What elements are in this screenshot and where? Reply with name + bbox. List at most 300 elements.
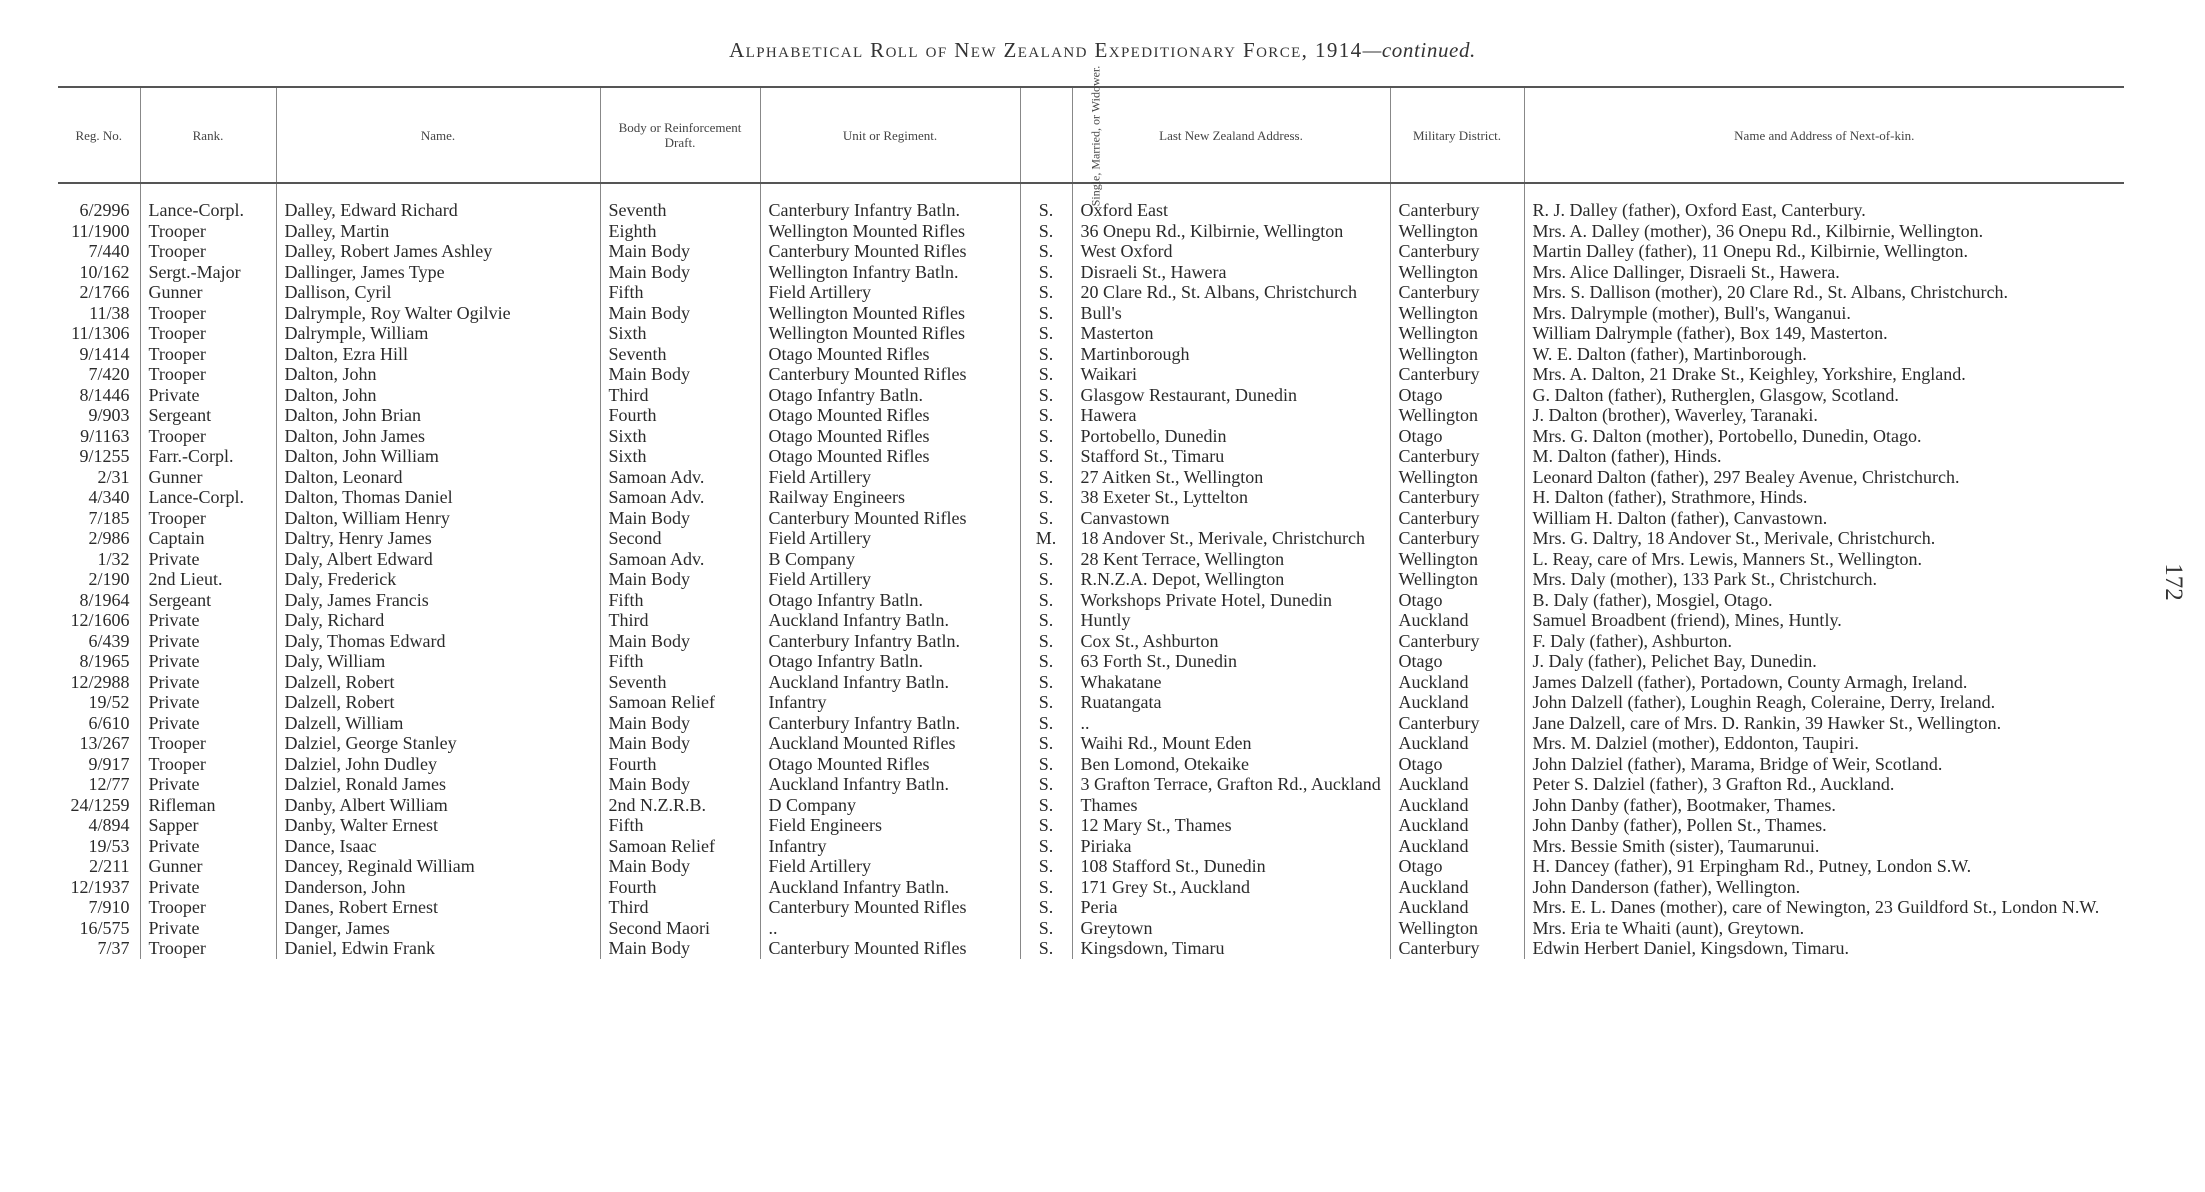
cell-body bbox=[600, 467, 760, 488]
cell-unit bbox=[760, 262, 1020, 283]
cell-reg-text: 12/2988 bbox=[70, 671, 130, 692]
cell-body-text: Eighth bbox=[608, 220, 657, 241]
cell-body bbox=[600, 221, 760, 242]
cell-ms-text: S. bbox=[1038, 733, 1054, 753]
cell-unit bbox=[760, 754, 1020, 775]
cell-ms bbox=[1020, 549, 1072, 570]
cell-unit bbox=[760, 385, 1020, 406]
cell-district bbox=[1390, 549, 1524, 570]
cell-body-text: Fifth bbox=[608, 815, 644, 835]
cell-district-text: Wellington bbox=[1398, 405, 1479, 425]
cell-rank-text: 2nd Lieut. bbox=[148, 569, 223, 589]
cell-rank-text: Trooper bbox=[148, 425, 206, 446]
cell-reg-text: 2/986 bbox=[88, 528, 130, 548]
cell-body-text: Third bbox=[608, 610, 649, 630]
cell-kin-text: Mrs. Daly (mother), 133 Park St., Christchurch. bbox=[1532, 569, 1877, 589]
cell-name-text: Dalton, William Henry bbox=[284, 507, 450, 528]
cell-reg-text: 24/1259 bbox=[70, 794, 130, 815]
cell-body-text: Fourth bbox=[608, 876, 657, 897]
cell-ms bbox=[1020, 590, 1072, 611]
cell-address-text: 27 Aitken St., Wellington bbox=[1080, 466, 1264, 487]
cell-district-text: Otago bbox=[1398, 753, 1443, 774]
table-row bbox=[58, 795, 2124, 816]
cell-kin bbox=[1524, 754, 2124, 775]
cell-kin-text: Mrs. Dalrymple (mother), Bull's, Wanganui. bbox=[1532, 302, 1851, 323]
cell-name bbox=[276, 385, 600, 406]
cell-ms bbox=[1020, 569, 1072, 590]
cell-rank bbox=[140, 426, 276, 447]
cell-unit bbox=[760, 651, 1020, 672]
cell-district-text: Auckland bbox=[1398, 794, 1469, 815]
cell-unit-text: Field Artillery bbox=[768, 528, 871, 548]
cell-unit bbox=[760, 856, 1020, 877]
cell-name bbox=[276, 631, 600, 652]
cell-name bbox=[276, 897, 600, 918]
cell-body bbox=[600, 426, 760, 447]
cell-kin-text: James Dalzell (father), Portadown, County Armagh, Ireland. bbox=[1532, 671, 1968, 692]
cell-kin bbox=[1524, 549, 2124, 570]
table-row bbox=[58, 877, 2124, 898]
cell-body-text: Samoan Adv. bbox=[608, 487, 705, 507]
cell-reg bbox=[58, 364, 140, 385]
cell-district bbox=[1390, 183, 1524, 221]
cell-district bbox=[1390, 426, 1524, 447]
cell-unit bbox=[760, 836, 1020, 857]
page-title bbox=[0, 38, 2205, 63]
cell-unit-text: Canterbury Mounted Rifles bbox=[768, 507, 967, 528]
cell-rank bbox=[140, 344, 276, 365]
cell-rank-text: Gunner bbox=[148, 282, 203, 302]
cell-reg bbox=[58, 183, 140, 221]
cell-reg-text: 7/37 bbox=[97, 938, 130, 958]
cell-district-text: Otago bbox=[1398, 589, 1443, 610]
cell-kin bbox=[1524, 918, 2124, 939]
cell-district bbox=[1390, 446, 1524, 467]
cell-address-text: 36 Onepu Rd., Kilbirnie, Wellington bbox=[1080, 220, 1344, 241]
cell-address bbox=[1072, 487, 1390, 508]
cell-unit bbox=[760, 405, 1020, 426]
cell-address-text: 12 Mary St., Thames bbox=[1080, 815, 1232, 835]
cell-rank-text: Rifleman bbox=[148, 794, 216, 815]
cell-ms-text: S. bbox=[1038, 548, 1054, 569]
cell-address-text: Ben Lomond, Otekaike bbox=[1080, 753, 1249, 774]
cell-body-text: Samoan Relief bbox=[608, 692, 715, 712]
cell-district bbox=[1390, 938, 1524, 959]
cell-rank bbox=[140, 774, 276, 795]
cell-body-text: Main Body bbox=[608, 569, 691, 589]
header-row bbox=[58, 87, 2124, 183]
cell-body bbox=[600, 364, 760, 385]
cell-ms-text: S. bbox=[1038, 364, 1054, 384]
cell-unit bbox=[760, 221, 1020, 242]
cell-address bbox=[1072, 672, 1390, 693]
cell-rank bbox=[140, 918, 276, 939]
cell-ms-text: S. bbox=[1038, 712, 1054, 733]
cell-body-text: Main Body bbox=[608, 241, 691, 261]
cell-ms-text: S. bbox=[1038, 220, 1054, 241]
cell-address-text: 108 Stafford St., Dunedin bbox=[1080, 856, 1266, 876]
cell-body bbox=[600, 282, 760, 303]
cell-ms-text: S. bbox=[1038, 200, 1054, 220]
cell-reg-text: 12/1606 bbox=[70, 610, 130, 630]
cell-unit-text: Otago Mounted Rifles bbox=[768, 446, 930, 466]
cell-reg-text: 8/1446 bbox=[79, 384, 130, 405]
cell-unit bbox=[760, 344, 1020, 365]
cell-rank bbox=[140, 836, 276, 857]
cell-address bbox=[1072, 303, 1390, 324]
cell-body bbox=[600, 877, 760, 898]
cell-address bbox=[1072, 631, 1390, 652]
cell-kin-text: Leonard Dalton (father), 297 Bealey Avenue, Christchurch. bbox=[1532, 466, 1960, 487]
cell-rank bbox=[140, 528, 276, 549]
cell-body-text: Main Body bbox=[608, 774, 691, 794]
cell-address-text: Cox St., Ashburton bbox=[1080, 630, 1219, 651]
cell-unit-text: Auckland Infantry Batln. bbox=[768, 671, 949, 692]
cell-address bbox=[1072, 795, 1390, 816]
cell-body-text: 2nd N.Z.R.B. bbox=[608, 794, 707, 815]
cell-ms-text: S. bbox=[1038, 405, 1054, 425]
cell-reg bbox=[58, 877, 140, 898]
cell-unit-text: D Company bbox=[768, 794, 856, 815]
cell-kin-text: B. Daly (father), Mosgiel, Otago. bbox=[1532, 589, 1773, 610]
cell-kin-text: G. Dalton (father), Rutherglen, Glasgow, Scotland. bbox=[1532, 384, 1899, 405]
cell-address-text: Glasgow Restaurant, Dunedin bbox=[1080, 384, 1297, 405]
cell-ms-text: S. bbox=[1038, 343, 1054, 364]
col-header-kin: Name and Address of Next-of-kin. bbox=[1524, 87, 2124, 183]
cell-district-text: Auckland bbox=[1398, 733, 1469, 753]
cell-name-text: Daly, Frederick bbox=[284, 569, 397, 589]
cell-kin-text: L. Reay, care of Mrs. Lewis, Manners St., Wellington. bbox=[1532, 548, 1922, 569]
table-row bbox=[58, 938, 2124, 959]
cell-unit bbox=[760, 631, 1020, 652]
cell-kin bbox=[1524, 856, 2124, 877]
cell-reg bbox=[58, 528, 140, 549]
cell-reg-text: 13/267 bbox=[79, 733, 130, 753]
cell-body-text: Second bbox=[608, 528, 662, 548]
cell-district bbox=[1390, 631, 1524, 652]
cell-rank-text: Trooper bbox=[148, 364, 206, 384]
cell-kin-text: Mrs. G. Daltry, 18 Andover St., Merivale, Christchurch. bbox=[1532, 528, 1936, 548]
cell-district-text: Wellington bbox=[1398, 569, 1479, 589]
cell-rank bbox=[140, 405, 276, 426]
cell-rank-text: Sergt.-Major bbox=[148, 261, 241, 282]
cell-ms-text: S. bbox=[1038, 917, 1054, 938]
cell-rank bbox=[140, 610, 276, 631]
cell-kin-text: Mrs. Bessie Smith (sister), Taumarunui. bbox=[1532, 835, 1820, 856]
cell-kin bbox=[1524, 467, 2124, 488]
cell-address bbox=[1072, 508, 1390, 529]
table-row bbox=[58, 692, 2124, 713]
cell-unit bbox=[760, 282, 1020, 303]
cell-rank bbox=[140, 303, 276, 324]
cell-rank bbox=[140, 651, 276, 672]
cell-reg-text: 19/52 bbox=[88, 692, 130, 712]
cell-kin bbox=[1524, 364, 2124, 385]
cell-name-text: Dalziel, George Stanley bbox=[284, 733, 457, 753]
cell-unit-text: Canterbury Infantry Batln. bbox=[768, 712, 960, 733]
cell-district bbox=[1390, 590, 1524, 611]
cell-district bbox=[1390, 405, 1524, 426]
roll-table bbox=[58, 65, 2124, 959]
cell-rank-text: Sergeant bbox=[148, 405, 212, 425]
cell-unit-text: Field Artillery bbox=[768, 569, 871, 589]
cell-name bbox=[276, 262, 600, 283]
cell-district-text: Auckland bbox=[1398, 692, 1469, 712]
cell-rank-text: Lance-Corpl. bbox=[148, 487, 244, 507]
cell-kin bbox=[1524, 487, 2124, 508]
cell-unit bbox=[760, 795, 1020, 816]
cell-ms bbox=[1020, 774, 1072, 795]
cell-rank bbox=[140, 590, 276, 611]
cell-district bbox=[1390, 733, 1524, 754]
cell-ms bbox=[1020, 918, 1072, 939]
cell-district bbox=[1390, 795, 1524, 816]
cell-district bbox=[1390, 344, 1524, 365]
cell-district bbox=[1390, 569, 1524, 590]
cell-kin bbox=[1524, 877, 2124, 898]
cell-unit-text: Infantry bbox=[768, 835, 827, 856]
cell-rank-text: Private bbox=[148, 610, 200, 630]
cell-district bbox=[1390, 241, 1524, 262]
cell-ms bbox=[1020, 897, 1072, 918]
cell-kin-text: John Danby (father), Pollen St., Thames. bbox=[1532, 815, 1827, 835]
cell-district-text: Canterbury bbox=[1398, 241, 1480, 261]
cell-rank-text: Trooper bbox=[148, 220, 206, 241]
cell-address-text: Huntly bbox=[1080, 610, 1131, 630]
cell-name-text: Daly, Thomas Edward bbox=[284, 630, 446, 651]
cell-kin-text: Mrs. G. Dalton (mother), Portobello, Dunedin, Otago. bbox=[1532, 425, 1922, 446]
cell-address-text: 20 Clare Rd., St. Albans, Christchurch bbox=[1080, 282, 1357, 302]
cell-address-text: Bull's bbox=[1080, 302, 1122, 323]
cell-unit-text: Otago Infantry Batln. bbox=[768, 651, 923, 671]
cell-ms bbox=[1020, 938, 1072, 959]
cell-name bbox=[276, 877, 600, 898]
table-row bbox=[58, 631, 2124, 652]
cell-kin-text: John Danderson (father), Wellington. bbox=[1532, 876, 1801, 897]
cell-unit-text: .. bbox=[768, 917, 778, 938]
cell-ms bbox=[1020, 262, 1072, 283]
cell-name-text: Daly, William bbox=[284, 651, 386, 671]
cell-reg bbox=[58, 836, 140, 857]
cell-body-text: Samoan Adv. bbox=[608, 548, 705, 569]
cell-body bbox=[600, 651, 760, 672]
cell-body-text: Main Body bbox=[608, 712, 691, 733]
cell-unit bbox=[760, 713, 1020, 734]
cell-body bbox=[600, 610, 760, 631]
cell-body bbox=[600, 754, 760, 775]
cell-kin-text: John Dalzell (father), Loughin Reagh, Coleraine, Derry, Ireland. bbox=[1532, 692, 1996, 712]
cell-address-text: Oxford East bbox=[1080, 200, 1168, 220]
cell-name bbox=[276, 754, 600, 775]
cell-reg bbox=[58, 262, 140, 283]
cell-district-text: Auckland bbox=[1398, 897, 1469, 917]
cell-address bbox=[1072, 528, 1390, 549]
cell-rank bbox=[140, 262, 276, 283]
cell-address-text: Portobello, Dunedin bbox=[1080, 425, 1227, 446]
cell-address bbox=[1072, 364, 1390, 385]
cell-address-text: Masterton bbox=[1080, 323, 1154, 343]
cell-ms bbox=[1020, 672, 1072, 693]
cell-reg-text: 12/1937 bbox=[70, 876, 130, 897]
cell-name-text: Dallison, Cyril bbox=[284, 282, 392, 302]
cell-ms bbox=[1020, 303, 1072, 324]
cell-kin bbox=[1524, 241, 2124, 262]
cell-reg-text: 1/32 bbox=[97, 548, 130, 569]
cell-kin bbox=[1524, 344, 2124, 365]
cell-ms-text: S. bbox=[1038, 692, 1054, 712]
cell-unit-text: Canterbury Mounted Rifles bbox=[768, 897, 967, 917]
cell-rank-text: Private bbox=[148, 548, 200, 569]
cell-kin-text: F. Daly (father), Ashburton. bbox=[1532, 630, 1733, 651]
cell-ms-text: S. bbox=[1038, 856, 1054, 876]
cell-name bbox=[276, 733, 600, 754]
cell-district-text: Wellington bbox=[1398, 220, 1479, 241]
cell-reg bbox=[58, 651, 140, 672]
cell-kin bbox=[1524, 323, 2124, 344]
cell-unit-text: Auckland Infantry Batln. bbox=[768, 774, 949, 794]
cell-body bbox=[600, 508, 760, 529]
cell-body-text: Main Body bbox=[608, 733, 691, 753]
cell-reg-text: 9/1414 bbox=[79, 343, 130, 364]
cell-rank bbox=[140, 856, 276, 877]
table-row bbox=[58, 836, 2124, 857]
cell-reg bbox=[58, 938, 140, 959]
col-header-unit: Unit or Regiment. bbox=[760, 87, 1020, 183]
cell-kin-text: R. J. Dalley (father), Oxford East, Canterbury. bbox=[1532, 200, 1866, 220]
cell-body bbox=[600, 815, 760, 836]
cell-address-text: Whakatane bbox=[1080, 671, 1162, 692]
cell-kin-text: M. Dalton (father), Hinds. bbox=[1532, 446, 1722, 466]
cell-reg bbox=[58, 446, 140, 467]
cell-address bbox=[1072, 918, 1390, 939]
cell-kin-text: Jane Dalzell, care of Mrs. D. Rankin, 39 Hawker St., Wellington. bbox=[1532, 712, 2002, 733]
cell-rank-text: Trooper bbox=[148, 241, 206, 261]
cell-unit bbox=[760, 774, 1020, 795]
cell-address bbox=[1072, 692, 1390, 713]
cell-kin-text: Peter S. Dalziel (father), 3 Grafton Rd., Auckland. bbox=[1532, 774, 1895, 794]
cell-name bbox=[276, 467, 600, 488]
cell-ms bbox=[1020, 385, 1072, 406]
cell-ms-text: S. bbox=[1038, 261, 1054, 282]
cell-address-text: R.N.Z.A. Depot, Wellington bbox=[1080, 569, 1285, 589]
cell-ms bbox=[1020, 528, 1072, 549]
cell-rank bbox=[140, 672, 276, 693]
cell-reg bbox=[58, 282, 140, 303]
cell-kin-text: J. Daly (father), Pelichet Bay, Dunedin. bbox=[1532, 651, 1817, 671]
cell-ms-text: S. bbox=[1038, 282, 1054, 302]
cell-name bbox=[276, 713, 600, 734]
cell-rank bbox=[140, 754, 276, 775]
cell-name bbox=[276, 815, 600, 836]
col-header-marital bbox=[1020, 65, 1102, 206]
cell-unit bbox=[760, 733, 1020, 754]
cell-rank bbox=[140, 487, 276, 508]
cell-rank-text: Private bbox=[148, 630, 200, 651]
cell-address bbox=[1072, 241, 1390, 262]
cell-reg-text: 7/185 bbox=[88, 507, 130, 528]
cell-kin bbox=[1524, 590, 2124, 611]
cell-address bbox=[1072, 385, 1390, 406]
cell-kin bbox=[1524, 692, 2124, 713]
cell-ms-text: S. bbox=[1038, 610, 1054, 630]
cell-body bbox=[600, 795, 760, 816]
cell-reg bbox=[58, 795, 140, 816]
cell-district bbox=[1390, 508, 1524, 529]
cell-district bbox=[1390, 467, 1524, 488]
cell-ms-text: S. bbox=[1038, 774, 1054, 794]
cell-reg bbox=[58, 221, 140, 242]
cell-rank bbox=[140, 467, 276, 488]
cell-unit-text: Railway Engineers bbox=[768, 487, 905, 507]
cell-body bbox=[600, 549, 760, 570]
cell-district-text: Otago bbox=[1398, 425, 1443, 446]
cell-district bbox=[1390, 610, 1524, 631]
cell-name bbox=[276, 426, 600, 447]
cell-body bbox=[600, 487, 760, 508]
cell-reg-text: 2/211 bbox=[89, 856, 130, 876]
cell-district bbox=[1390, 815, 1524, 836]
cell-ms-text: S. bbox=[1038, 241, 1054, 261]
cell-name-text: Dalrymple, Roy Walter Ogilvie bbox=[284, 302, 511, 323]
cell-name-text: Dance, Isaac bbox=[284, 835, 377, 856]
page-number: 172 bbox=[2159, 563, 2187, 601]
cell-rank-text: Trooper bbox=[148, 507, 206, 528]
cell-ms bbox=[1020, 733, 1072, 754]
cell-district bbox=[1390, 754, 1524, 775]
cell-reg bbox=[58, 733, 140, 754]
cell-unit-text: Otago Mounted Rifles bbox=[768, 405, 930, 425]
cell-reg bbox=[58, 569, 140, 590]
cell-address bbox=[1072, 815, 1390, 836]
cell-unit-text: Wellington Mounted Rifles bbox=[768, 323, 966, 343]
cell-rank bbox=[140, 508, 276, 529]
cell-name-text: Daly, James Francis bbox=[284, 589, 429, 610]
cell-unit-text: Auckland Infantry Batln. bbox=[768, 876, 949, 897]
cell-body bbox=[600, 405, 760, 426]
cell-kin bbox=[1524, 528, 2124, 549]
col-header-rank: Rank. bbox=[140, 87, 276, 183]
cell-ms-text: S. bbox=[1038, 589, 1054, 610]
cell-kin bbox=[1524, 897, 2124, 918]
table-row bbox=[58, 426, 2124, 447]
cell-kin-text: H. Dancey (father), 91 Erpingham Rd., Putney, London S.W. bbox=[1532, 856, 1972, 876]
cell-rank bbox=[140, 282, 276, 303]
cell-reg-text: 9/1163 bbox=[80, 425, 130, 446]
cell-address bbox=[1072, 713, 1390, 734]
cell-body bbox=[600, 241, 760, 262]
cell-reg-text: 7/910 bbox=[88, 897, 130, 917]
cell-name bbox=[276, 692, 600, 713]
cell-ms bbox=[1020, 713, 1072, 734]
cell-address bbox=[1072, 282, 1390, 303]
cell-body-text: Samoan Adv. bbox=[608, 466, 705, 487]
cell-body bbox=[600, 897, 760, 918]
cell-name bbox=[276, 487, 600, 508]
cell-address bbox=[1072, 549, 1390, 570]
cell-reg-text: 19/53 bbox=[88, 835, 130, 856]
cell-address-text: Kingsdown, Timaru bbox=[1080, 938, 1225, 958]
cell-district-text: Auckland bbox=[1398, 876, 1469, 897]
cell-district bbox=[1390, 221, 1524, 242]
cell-address-text: Peria bbox=[1080, 897, 1118, 917]
table-row bbox=[58, 303, 2124, 324]
cell-address bbox=[1072, 467, 1390, 488]
cell-name bbox=[276, 364, 600, 385]
table-row bbox=[58, 774, 2124, 795]
col-header-district: Military District. bbox=[1390, 87, 1524, 183]
cell-district-text: Canterbury bbox=[1398, 487, 1480, 507]
table-row bbox=[58, 405, 2124, 426]
